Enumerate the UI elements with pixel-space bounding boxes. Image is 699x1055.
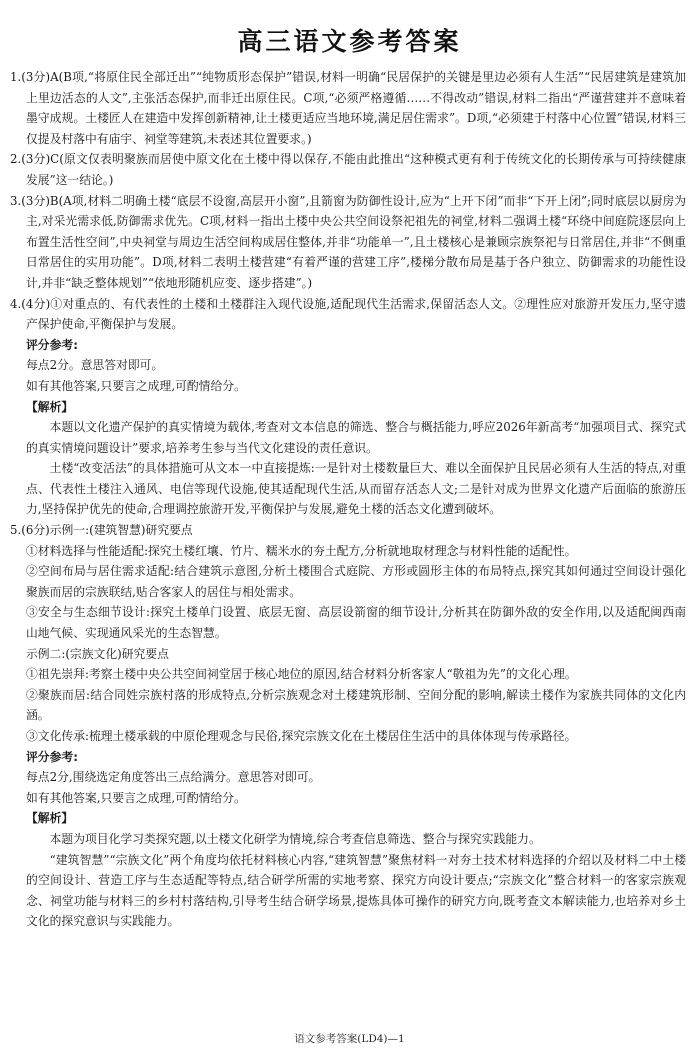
q5-example-point: ①祖先崇拜:考察土楼中央公共空间祠堂居于核心地位的原因,结合材料分析客家人“敬祖为先”的文化心理。 <box>26 667 577 682</box>
answer-q5: 5.(6分)示例一:(建筑智慧)研究要点 <box>10 523 193 538</box>
q5-example-point: ①材料选择与性能适配:探究土楼红壤、竹片、糯米水的夯土配方,分析就地取材理念与材料性能的适配性。 <box>26 543 577 558</box>
q5-score-heading: 评分参考: <box>26 749 78 764</box>
q5-analysis-paragraph: “建筑智慧”“宗族文化”两个角度均依托材料核心内容,“建筑智慧”聚焦材料一对夯土技术材料选择的介绍以及材料二中土楼的空间设计、营造工序与生态适配等特点,结合研学所需的实地考察、探究方向设计要点;“宗族文化”整合材料一的客家宗族观念、祠堂功能与材料三的乡村村落结构,引导考生结合研学场景,提炼具体可操作的研究方向,既考查文本解读能力,也培养对乡土文化的探究意识与实践能力。 <box>26 852 686 929</box>
q5-analysis-heading: 【解析】 <box>26 811 74 826</box>
q4-score-heading: 评分参考: <box>26 337 78 352</box>
q5-example-heading: 示例二:(宗族文化)研究要点 <box>26 646 169 661</box>
q5-example-point: ②空间布局与居住需求适配:结合建筑示意图,分析土楼围合式庭院、方形或圆形主体的布局特点,探究其如何通过空间设计强化聚族而居的宗族联结,贴合客家人的居住与相处需求。 <box>26 564 686 599</box>
answer-q4: 4.(4分)①对重点的、有代表性的土楼和土楼群注入现代设施,适配现代生活需求,保留活态人文。②理性应对旅游开发压力,坚守遗产保护使命,平衡保护与发展。 <box>10 296 686 332</box>
q5-example-point: ③文化传承:梳理土楼承载的中原伦理观念与民俗,探究宗族文化在土楼居住生活中的具体体现与传承路径。 <box>26 729 577 743</box>
q5-example-point: ③安全与生态细节设计:探究土楼单门设置、底层无窗、高层设箭窗的细节设计,分析其在防御外敌的安全作用,以及适配闽西南山地气候、实现通风采光的生态智慧。 <box>26 605 686 641</box>
q5-example-point: ②聚族而居:结合同姓宗族村落的形成特点,分析宗族观念对土楼建筑形制、空间分配的影响,解读土楼作为家族共同体的文化内涵。 <box>26 687 686 723</box>
page-footer: 语文参考答案(LD4)—1 <box>294 1033 405 1045</box>
q4-analysis-paragraph: 土楼“改变活法”的具体措施可从文本一中直接提炼:一是针对土楼数量巨大、难以全面保护且民居必须有人生活的特点,对重点、代表性土楼注入通风、电信等现代设施,使其适配现代生活,从而留存活态人文;二是针对成为世界文化遗产后面临的旅游压力,坚持保护优先的使命,合理调控旅游开发,平衡保护与发展,避免土楼的活态文化遭到破坏。 <box>26 461 686 517</box>
answer-q1: 1.(3分)A(B项,“将原住民全部迁出”“纯物质形态保护”错误,材料一明确“民居保护的关键是里边必须有人生活”“民居建筑是建筑加上里边活态的人文”,主张活态保护,而非迁出原住民。C项,“必须严格遵循……不得改动”错误,材料二指出“严谨营建并不意味着墨守成规。土楼匠人在建造中发挥创新精神,让土楼更适应当地环境,满足居住需求”。D项,“必须建于村落中心位置”错误,材料三仅提及村落中有庙宇、祠堂等建筑,未表述其位置要求。) <box>10 70 686 146</box>
q4-analysis-heading: 【解析】 <box>26 399 74 414</box>
page-title: 高三语文参考答案 <box>237 27 462 56</box>
q4-score-line: 每点2分。意思答对即可。 <box>26 358 164 373</box>
q5-score-line: 如有其他答案,只要言之成理,可酌情给分。 <box>26 790 246 805</box>
q4-score-line: 如有其他答案,只要言之成理,可酌情给分。 <box>26 378 246 393</box>
answer-q3: 3.(3分)B(A项,材料二明确土楼“底层不设窗,高层开小窗”,且箭窗为防御性设计,应为“上开下闭”而非“下开上闭”;同时底层以厨房为主,对采光需求低,防御需求优先。C项,材料一指出土楼中央公共空间设祭祀祖先的祠堂,材料二强调土楼“环绕中间庭院逐层向上布置生活性空间”,中央祠堂与周边生活空间构成居住整体,并非“功能单一”,且土楼核心是兼顾宗族祭祀与日常居住,并非“不侧重日常居住的实用功能”。D项,材料二表明土楼营建“有着严谨的营建工序”,楼梯分散布局是基于各户独立、防御需求的功能性设计,并非“缺乏整体规划”“依地形随机应变、逐步搭建”。) <box>10 193 686 290</box>
answer-content <box>10 67 686 932</box>
q5-score-line: 每点2分,围绕选定角度答出三点给满分。意思答对即可。 <box>26 770 321 785</box>
q4-analysis-paragraph: 本题以文化遗产保护的真实情境为载体,考查对文本信息的筛选、整合与概括能力,呼应2026年新高考“加强项目式、探究式的真实情境问题设计”要求,培养考生参与当代文化建设的责任意识。 <box>26 420 686 455</box>
q5-analysis-paragraph: 本题为项目化学习类探究题,以土楼文化研学为情境,综合考查信息筛选、整合与探究实践能力。 <box>49 831 541 846</box>
answer-q2: 2.(3分)C(原文仅表明聚族而居使中原文化在土楼中得以保存,不能由此推出“这种模式更有利于传统文化的长期传承与可持续健康发展”这一结论。) <box>10 152 686 187</box>
